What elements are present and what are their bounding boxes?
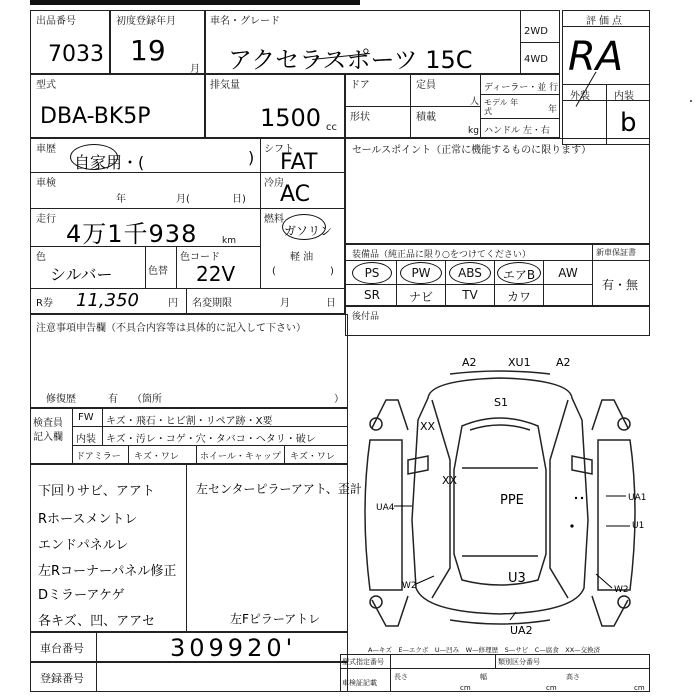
width-cm: cm [546, 684, 557, 692]
anno-a2-right: A2 [556, 356, 571, 369]
length-cm: cm [460, 684, 471, 692]
anno-ppe: PPE [500, 493, 524, 508]
damage-legend: A—キズ E—エクボ U—凹み W—修理歴 S—サビ C—腐食 XX—交換済 [368, 646, 601, 654]
mirror-text: キズ・ワレ [134, 452, 179, 462]
equip-sr: SR [364, 288, 380, 302]
equip-navi: ナビ [408, 290, 433, 304]
fw-label: FW [78, 412, 94, 423]
frame-label: 型式指定番号 [342, 658, 384, 666]
fw-text: キズ・飛石・ヒビ割・リペア跡・X要 [106, 416, 273, 427]
capacity-unit: 人 [470, 97, 480, 107]
ac-value: AC [280, 182, 311, 207]
displacement-label: 排気量 [210, 80, 240, 91]
anno-u3: U3 [508, 571, 526, 586]
shift-label: シフト [264, 144, 294, 155]
class-label: 類別区分番号 [498, 658, 540, 666]
note-line-3: エンドパネルレ [38, 538, 129, 553]
notes-label: 注意事項申告欄（不具合内容等は具体的に記入して下さい） [36, 323, 306, 334]
lot-no-label: 出品番号 [36, 16, 76, 27]
anno-s1: S1 [494, 396, 508, 409]
repair-value: 有 [108, 394, 118, 405]
repair-part: （箇所 [132, 394, 162, 405]
anno-w2-left: W2 [402, 581, 417, 591]
color-label: 色 [36, 252, 46, 263]
inspection-month: 月( [176, 194, 190, 205]
registration-label: 登録番号 [40, 672, 84, 685]
model-year-label: モデル 年式 [484, 98, 519, 116]
wheel-label: ホイール・キャップ [200, 452, 281, 462]
displacement-value: 1500 [260, 104, 322, 132]
after-market-label: 後付品 [352, 312, 380, 322]
equip-ps-circle [352, 262, 392, 284]
note-line-5: Dミラーアケゲ [38, 588, 125, 603]
chassis-label: 車台番号 [40, 642, 84, 655]
equip-abs: ABS [458, 266, 482, 280]
note-line-6: 各キズ、凹、アアセ [38, 614, 156, 629]
shift-value: FAT [280, 150, 318, 175]
history-value: 自家用・( [74, 153, 145, 172]
first-reg-label: 初度登録年月 [116, 16, 176, 27]
light-oil-paren-close: ) [330, 266, 334, 277]
anno-xx-roof: XX [442, 474, 458, 487]
dealer-label: ディーラー・並 行 [484, 83, 559, 93]
inspector-label1: 検査員 [33, 418, 63, 429]
note-line-4: 左Rコーナーパネル修正 [38, 564, 177, 579]
reg-month: 月 [280, 298, 290, 309]
recycle-label: R券 [36, 298, 53, 309]
anno-ua1: UA1 [628, 493, 647, 503]
after-market-box [345, 306, 650, 336]
displacement-unit: cc [326, 122, 337, 133]
equip-leather: カワ [506, 290, 531, 304]
inspector-label2: 記入欄 [33, 432, 63, 443]
history-circle [70, 144, 118, 170]
handle-label: ハンドル 左・右 [484, 126, 550, 136]
rating-label: 評価点 [586, 16, 625, 27]
load-unit: kg [468, 126, 479, 136]
mileage-label: 走行 [36, 214, 56, 225]
warranty-value: 有・無 [602, 278, 639, 292]
equipment-label: 装備品（純正品に限り○をつけてください） [352, 250, 531, 260]
ac-label: 冷房 [264, 178, 284, 189]
interior-ins-text: キズ・汚レ・コゲ・穴・タバコ・ヘタリ・破レ [106, 434, 316, 445]
model-grade-value: アクセラスポーツ 15C [228, 46, 473, 74]
inspection-day: 日) [232, 194, 246, 205]
equip-airbag: エアB [502, 268, 536, 282]
interior-ins-label: 内装 [76, 434, 96, 445]
equip-ps: PS [364, 266, 380, 280]
repair-close: ） [334, 394, 344, 405]
height-cm: cm [634, 684, 645, 692]
equip-tv: TV [462, 288, 478, 302]
sales-point-label: セールスポイント（正常に機能するものに限ります） [352, 145, 592, 156]
anno-xu1: XU1 [508, 356, 531, 369]
first-reg-month-unit: 月 [190, 64, 200, 75]
recycle-value: 11,350 [76, 290, 139, 311]
capacity-label: 定員 [416, 80, 436, 91]
type-value: DBA-BK5P [40, 104, 151, 129]
color-change-label: 色替 [148, 266, 168, 277]
model-grade-label: 車名・グレード [210, 16, 280, 27]
note-right-2: 左Fピラーアトレ [230, 612, 321, 626]
equip-abs-circle [449, 262, 491, 284]
equip-pw: PW [411, 266, 431, 280]
anno-xx-hood: XX [420, 420, 436, 433]
color-code-value: 22V [196, 262, 236, 286]
anno-a2-left: A2 [462, 356, 477, 369]
anno-ua4: UA4 [376, 503, 395, 513]
note-line-2: Rホースメントレ [38, 512, 138, 527]
height-label: 高さ [566, 673, 580, 681]
history-label: 車歴 [36, 144, 56, 155]
vehicle-reg-label: 車検証記載 [342, 679, 377, 687]
margin-dot [690, 100, 692, 102]
wheel-text: キズ・ワレ [290, 452, 335, 462]
equip-aw: AW [558, 266, 578, 280]
color-code-label: 色コード [180, 252, 220, 263]
load-label: 積載 [416, 112, 436, 123]
light-oil-paren-open: ( [272, 266, 276, 277]
anno-ua2: UA2 [510, 624, 533, 637]
note-right-1: 左センターピラーアアト、歪計 [196, 482, 362, 496]
lot-no-value: 7033 [48, 42, 104, 67]
anno-w2-right: W2 [614, 585, 629, 595]
note-line-1: 下回りサビ、アアト [38, 484, 155, 499]
fuel-circle [282, 214, 326, 240]
equip-airbag-circle [497, 262, 541, 284]
equip-pw-circle [400, 262, 442, 284]
car-damage-diagram [350, 340, 650, 640]
year-unit: 年 [548, 105, 558, 115]
drive-2wd: 2WD [524, 26, 548, 37]
reg-day: 日 [326, 298, 336, 309]
shape-label: 形状 [350, 112, 370, 123]
inspection-label: 車検 [36, 178, 56, 189]
top-bar [30, 0, 360, 5]
first-reg-year: 19 [130, 34, 166, 67]
rating-value: RA [568, 34, 624, 80]
mirror-label: ドアミラー [76, 452, 121, 462]
new-car-label: 新車保証書 [596, 248, 636, 257]
light-oil: 軽 油 [290, 252, 314, 263]
inspection-year: 年 [116, 194, 126, 205]
length-label: 長さ [394, 673, 408, 681]
width-label: 幅 [480, 673, 487, 681]
drive-4wd: 4WD [524, 54, 548, 65]
fuel-label: 燃料 [264, 214, 284, 225]
interior-value: b [620, 108, 637, 138]
door-label: ドア [350, 80, 370, 91]
color-value: シルバー [50, 265, 113, 284]
exterior-label: 外装 [570, 91, 590, 102]
anno-u1: U1 [632, 521, 645, 531]
reg-expiry-label: 名変期限 [192, 298, 232, 309]
mileage-unit: km [222, 236, 236, 246]
interior-label: 内装 [614, 91, 634, 102]
mileage-value: 4万1千938 [66, 220, 198, 248]
fuel-value: ガソリン [284, 224, 333, 238]
history-close: ) [248, 148, 255, 167]
chassis-value: 309920' [170, 634, 297, 662]
recycle-unit: 円 [168, 298, 178, 309]
repair-label: 修復歴 [46, 394, 76, 405]
type-label: 型式 [36, 80, 56, 91]
